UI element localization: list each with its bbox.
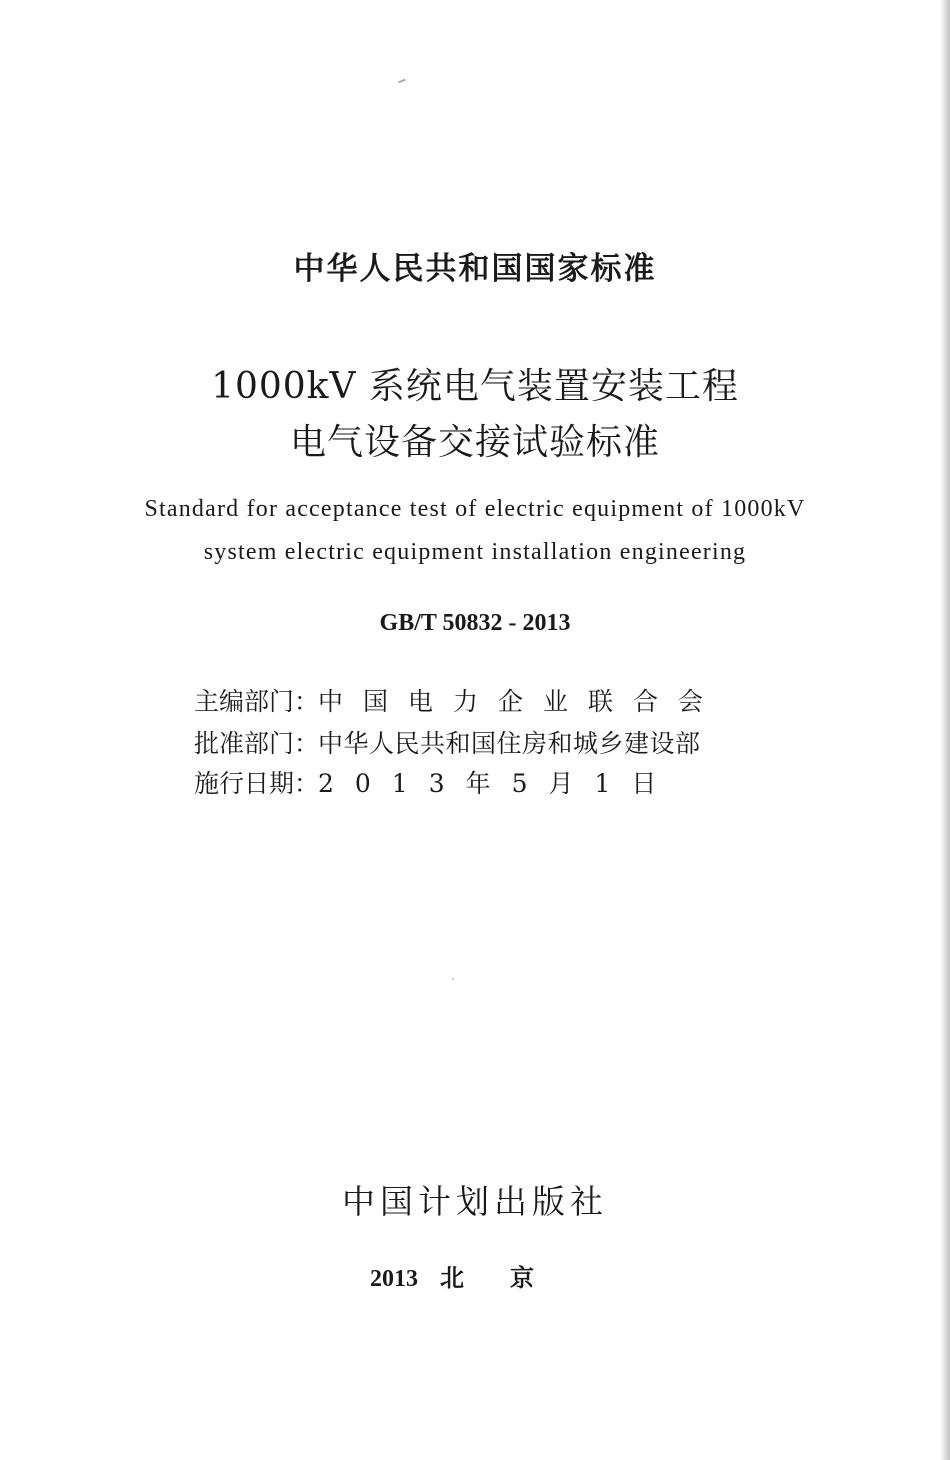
effective-date-label: 施行日期： <box>194 769 320 798</box>
editor-label: 主编部门： <box>194 687 320 716</box>
publisher-name: 中国计划出版社 <box>342 1182 608 1221</box>
title-zh-line-2: 电气设备交接试验标准 <box>289 422 660 463</box>
title-en-line-2: system electric equipment installation engineering <box>203 539 747 565</box>
editor-row <box>194 682 754 718</box>
approver-value: 中华人民共和国住房和城乡建设部 <box>318 729 701 758</box>
title-en-line-1: Standard for acceptance test of electric equipment of 1000kV <box>144 496 806 522</box>
title-zh-line-1: 1000kV 系统电气装置安装工程 <box>211 366 739 407</box>
approver-row <box>194 724 754 760</box>
editor-value: 中国电力企业联合会 <box>318 687 724 716</box>
publication-place-line <box>0 1258 950 1293</box>
effective-date-row <box>194 764 754 800</box>
approver-label: 批准部门： <box>194 729 320 758</box>
publication-year: 2013 <box>370 1266 418 1292</box>
publication-city: 北京 <box>440 1264 580 1292</box>
scan-edge-shadow <box>940 0 950 1460</box>
scan-speck <box>452 978 454 980</box>
national-standard-heading: 中华人民共和国国家标准 <box>293 251 657 287</box>
standard-code: GB/T 50832 - 2013 <box>379 610 571 636</box>
effective-date-value: 2013年5月1日 <box>318 769 678 798</box>
scan-speck <box>398 79 406 84</box>
